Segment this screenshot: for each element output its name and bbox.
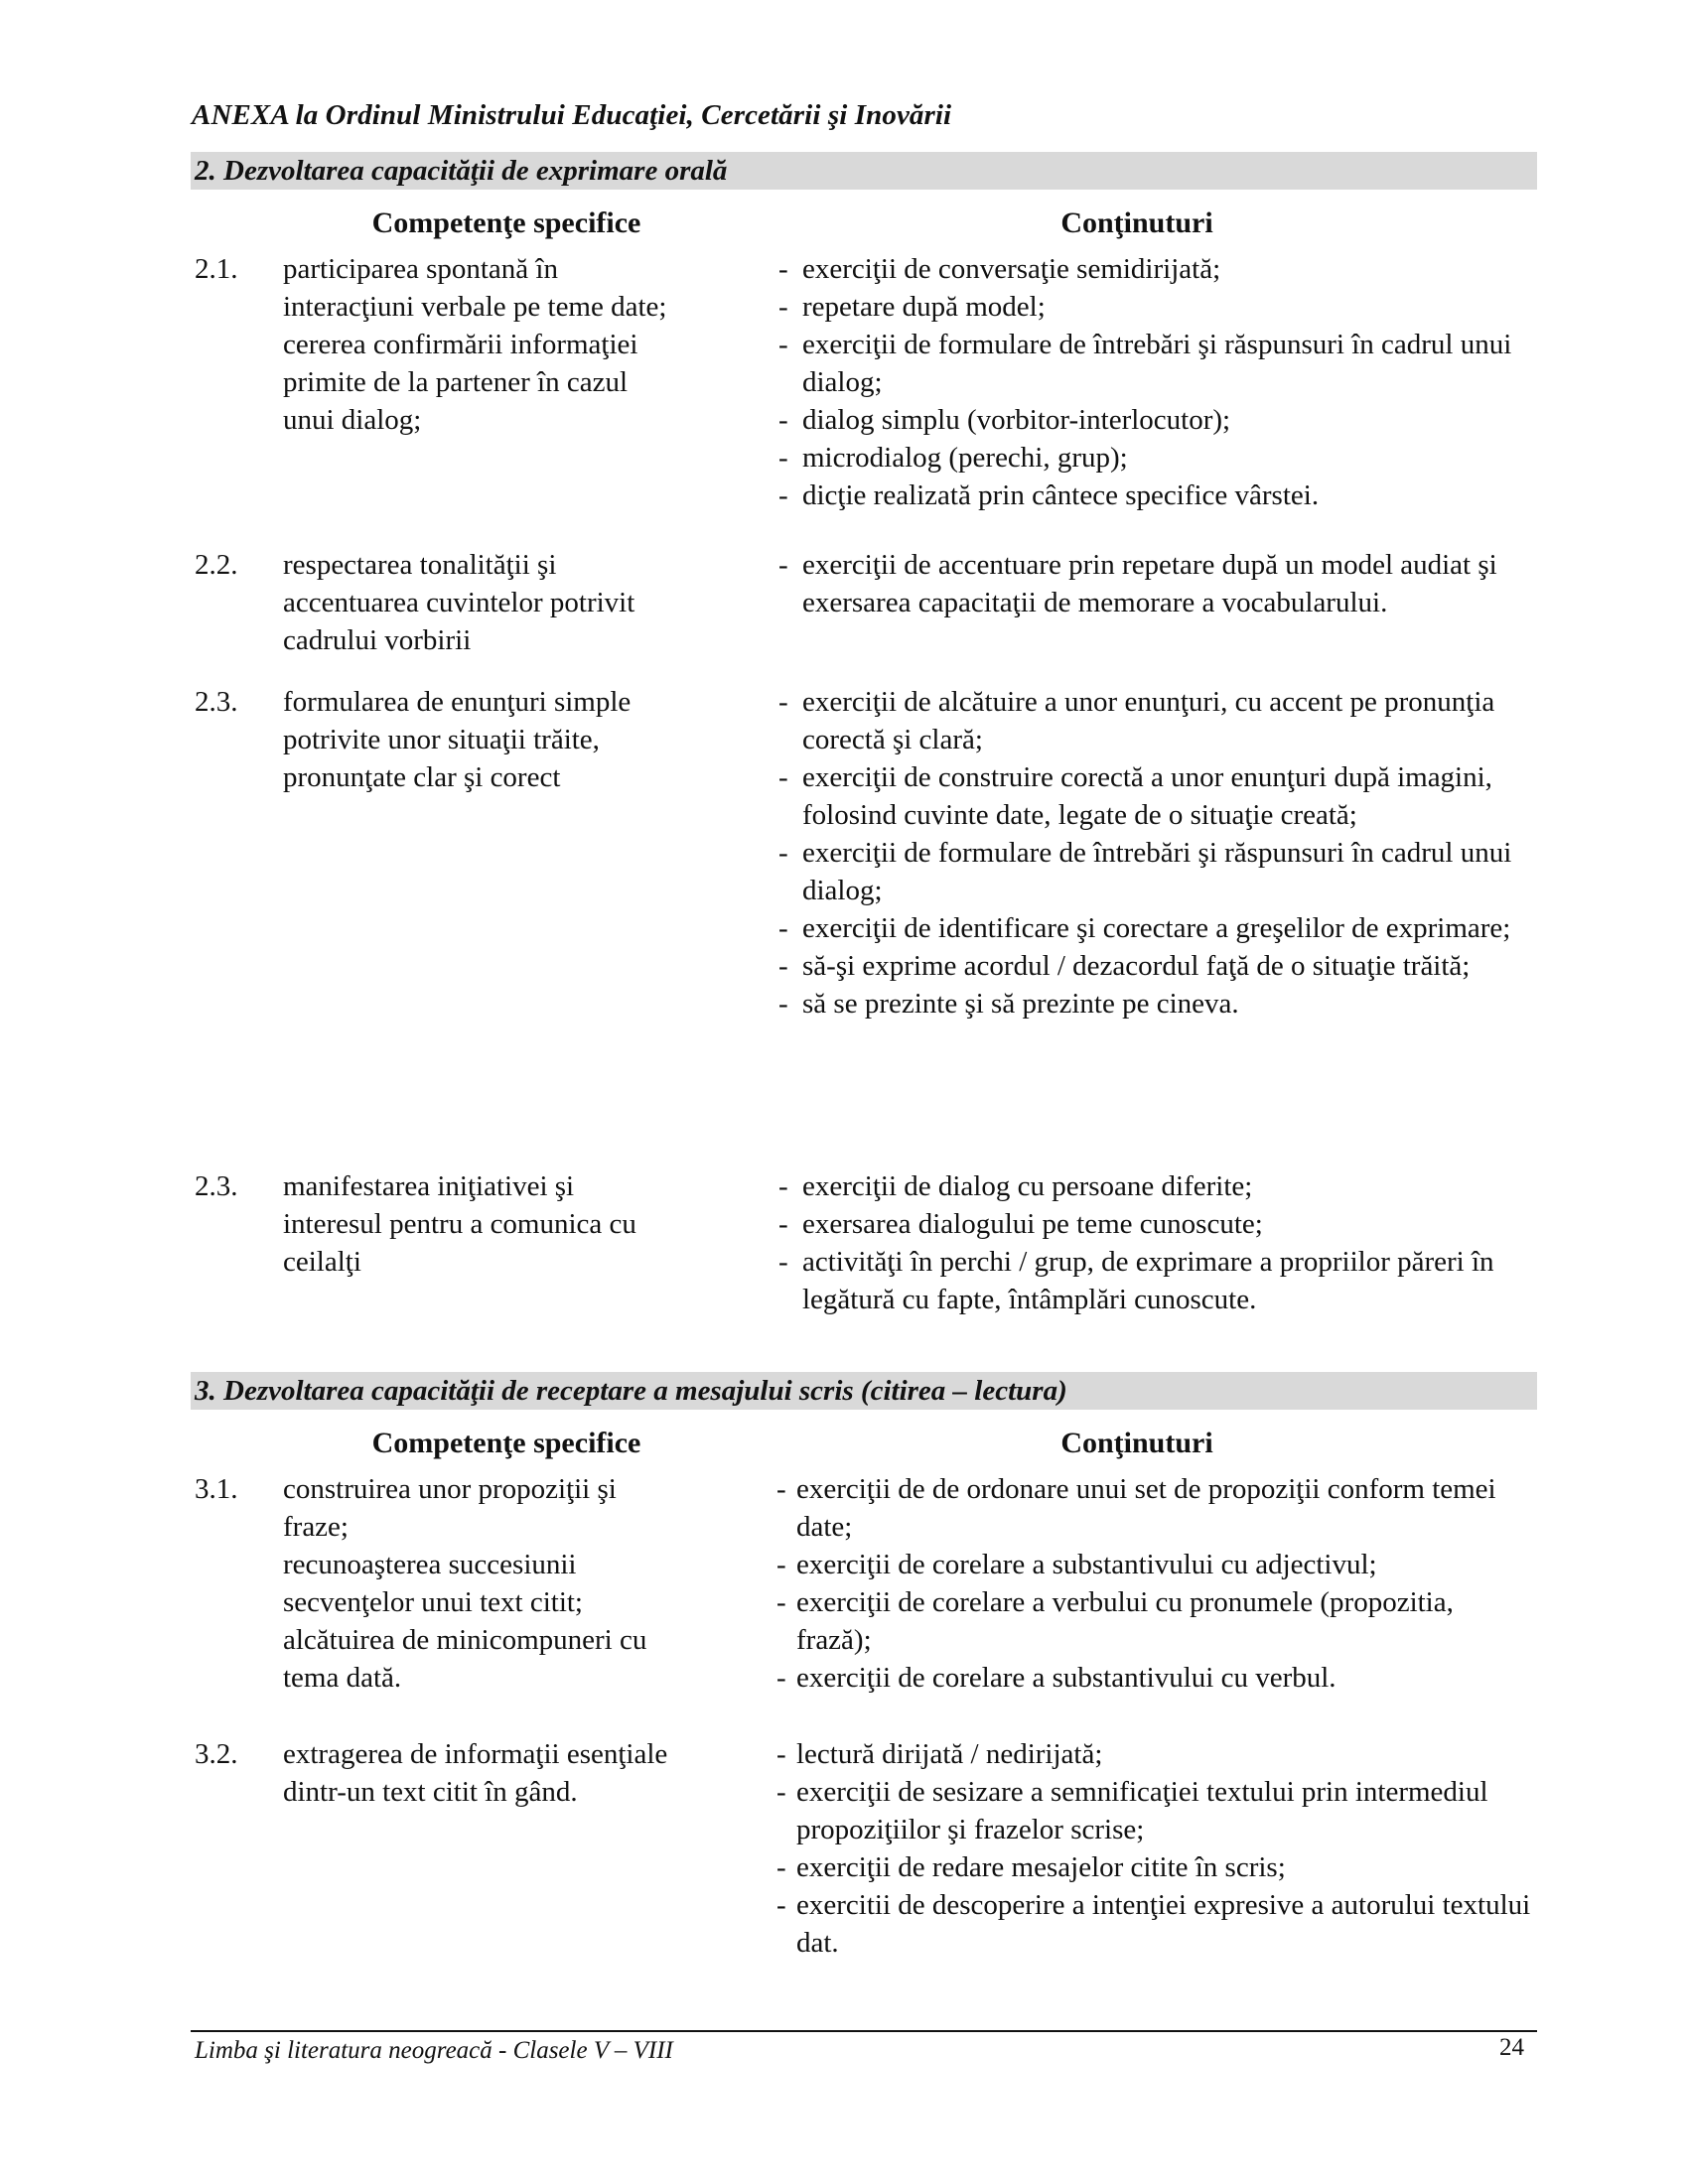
competence-line: construirea unor propoziţii şi [283, 1473, 617, 1505]
contents-list [778, 683, 1533, 1023]
content-item: - lectură dirijată / nedirijată; [776, 1735, 1531, 1773]
footer-divider [191, 2030, 1537, 2032]
content-item: - exerciţii de corelare a substantivului cu adjectivul; [776, 1546, 1531, 1583]
content-item: - exerciţii de sesizare a semnificaţiei textului prin intermediul propoziţiilor şi frazelor scrise; [776, 1773, 1531, 1848]
contents-list [776, 1470, 1531, 1697]
competence-line: recunoaşterea succesiunii [283, 1549, 577, 1580]
competence-text [283, 1167, 750, 1281]
content-item: - dialog simplu (vorbitor-interlocutor); [778, 401, 1533, 439]
competence-line: primite de la partener în cazul [283, 366, 629, 398]
competence-line: formularea de enunţuri simple [283, 686, 632, 718]
contents-list [776, 1735, 1531, 1962]
contents-list [778, 1167, 1533, 1318]
content-item: - exerciţii de conversaţie semidirijată; [778, 250, 1533, 288]
competence-number: 3.1. [195, 1473, 238, 1505]
content-item: - exerciţii de redare mesajelor citite în scris; [776, 1848, 1531, 1886]
content-item: - dicţie realizată prin cântece specifice vârstei. [778, 477, 1533, 514]
competence-line: manifestarea iniţiativei şi [283, 1170, 575, 1202]
content-item: - exercitii de descoperire a intenţiei expresive a autorului textului dat. [776, 1886, 1531, 1962]
competence-line: interesul pentru a comunica cu [283, 1208, 636, 1240]
competence-text [283, 1735, 750, 1811]
competence-line: cadrului vorbirii [283, 624, 472, 656]
content-item: - exerciţii de formulare de întrebări şi răspunsuri în cadrul unui dialog; [778, 326, 1533, 401]
content-item: - exerciţii de accentuare prin repetare după un model audiat şi exersarea capacitaţii de memorare a vocabularului. [778, 546, 1533, 621]
content-item: - să se prezinte şi să prezinte pe cineva. [778, 985, 1533, 1023]
content-item: - exerciţii de corelare a verbului cu pronumele (propozitia, frază); [776, 1583, 1531, 1659]
competence-number: 3.2. [195, 1738, 238, 1770]
content-item: - exerciţii de dialog cu persoane diferite; [778, 1167, 1533, 1205]
column-header-competences: Competenţe specifice [371, 1427, 641, 1459]
competence-line: fraze; [283, 1511, 349, 1543]
contents-list [778, 546, 1533, 621]
competence-line: accentuarea cuvintelor potrivit [283, 587, 635, 618]
content-item: - exerciţii de identificare şi corectare a greşelilor de exprimare; [778, 909, 1533, 947]
content-item: - microdialog (perechi, grup); [778, 439, 1533, 477]
competence-number: 2.2. [195, 549, 238, 581]
competence-line: alcătuirea de minicompuneri cu [283, 1624, 647, 1656]
competence-number: 2.3. [195, 1170, 238, 1202]
competence-text [283, 546, 750, 659]
footer-title: Limba şi literatura neogreacă - Clasele V – VIII [195, 2037, 673, 2064]
competence-line: secvenţelor unui text citit; [283, 1586, 583, 1618]
section-title: 3. Dezvoltarea capacităţii de receptare a mesajului scris (citirea – lectura) [191, 1372, 1537, 1410]
competence-line: pronunţate clar şi corect [283, 761, 561, 793]
competence-number: 2.3. [195, 686, 238, 718]
competence-line: unui dialog; [283, 404, 422, 436]
column-header-contents: Conţinuturi [1060, 1427, 1213, 1459]
page-number: 24 [1499, 2034, 1524, 2061]
competence-line: ceilalţi [283, 1246, 361, 1278]
competence-line: respectarea tonalităţii şi [283, 549, 557, 581]
competence-number: 2.1. [195, 253, 238, 285]
content-item: - exerciţii de formulare de întrebări şi răspunsuri în cadrul unui dialog; [778, 834, 1533, 909]
page-header: ANEXA la Ordinul Ministrului Educaţiei, Cercetării şi Inovării [192, 99, 952, 131]
competence-text [283, 250, 750, 439]
competence-line: participarea spontană în [283, 253, 558, 285]
competence-line: tema dată. [283, 1662, 402, 1694]
content-item: - activităţi în perchi / grup, de exprimare a propriilor păreri în legătură cu fapte, întâmplări cunoscute. [778, 1243, 1533, 1318]
content-item: - exerciţii de de ordonare unui set de propoziţii conform temei date; [776, 1470, 1531, 1546]
contents-list [778, 250, 1533, 514]
section-title: 2. Dezvoltarea capacităţii de exprimare orală [191, 152, 1537, 190]
competence-text [283, 1470, 750, 1697]
competence-line: interacţiuni verbale pe teme date; [283, 291, 667, 323]
content-item: - exerciţii de alcătuire a unor enunţuri, cu accent pe pronunţia corectă şi clară; [778, 683, 1533, 758]
competence-line: dintr-un text citit în gând. [283, 1776, 578, 1808]
competence-line: cererea confirmării informaţiei [283, 329, 638, 360]
content-item: - exersarea dialogului pe teme cunoscute; [778, 1205, 1533, 1243]
competence-line: extragerea de informaţii esenţiale [283, 1738, 668, 1770]
content-item: - repetare după model; [778, 288, 1533, 326]
competence-line: potrivite unor situaţii trăite, [283, 724, 600, 755]
content-item: - să-şi exprime acordul / dezacordul faţă de o situaţie trăită; [778, 947, 1533, 985]
competence-text [283, 683, 750, 796]
column-header-contents: Conţinuturi [1060, 206, 1213, 239]
content-item: - exerciţii de construire corectă a unor enunţuri după imagini, folosind cuvinte date, legate de o situaţie creată; [778, 758, 1533, 834]
content-item: - exerciţii de corelare a substantivului cu verbul. [776, 1659, 1531, 1697]
column-header-competences: Competenţe specifice [371, 206, 641, 239]
